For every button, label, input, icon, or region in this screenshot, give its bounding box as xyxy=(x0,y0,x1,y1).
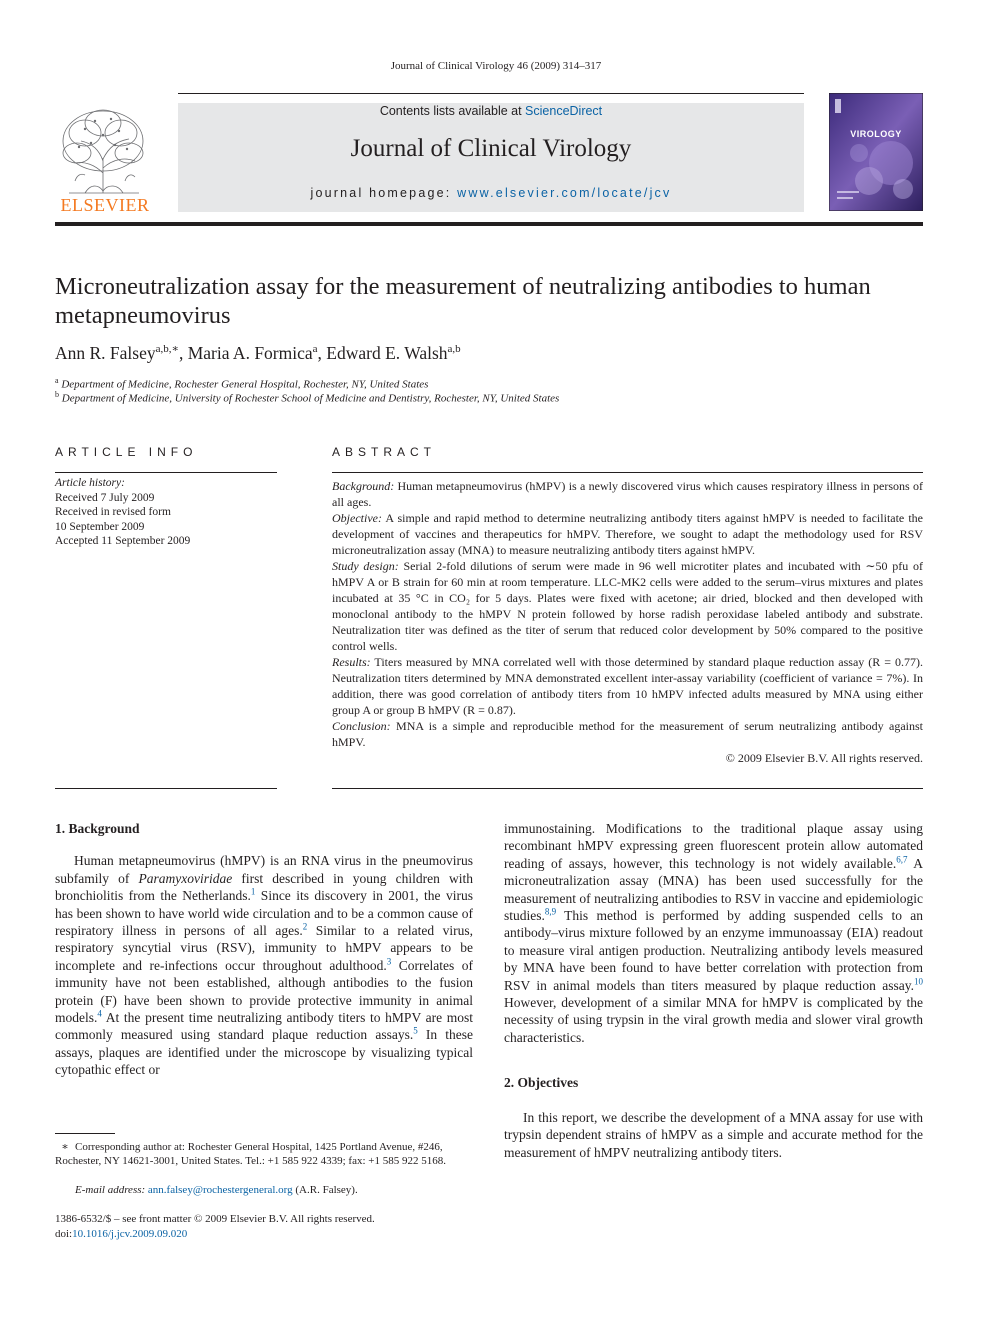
abstract-background xyxy=(332,478,923,510)
abstract-body xyxy=(332,478,923,766)
text-run: However, development of a similar MNA for hMPV is complicated by the necessity of using trypsin in the viral growth media and slower viral growth characteristics. xyxy=(504,995,923,1045)
affiliation xyxy=(55,376,428,391)
abstract-label: ABSTRACT xyxy=(332,445,437,459)
corresponding-author-footnote xyxy=(55,1140,473,1168)
doi-link[interactable]: 10.1016/j.jcv.2009.09.020 xyxy=(72,1227,188,1240)
elsevier-logo[interactable] xyxy=(55,103,155,215)
text-run: At the present time neutralizing antibody titers to hMPV are most commonly measured using standard plaque reduction assays. xyxy=(55,1010,473,1043)
text-run: Since its discovery in 2001, the virus has been shown to have world wide circulation and to be a common cause of respiratory illness in persons of all ages. xyxy=(55,888,473,939)
homepage-prefix: journal homepage: xyxy=(310,186,458,200)
background-paragraph-continued xyxy=(504,820,923,1046)
abstract-bottom-rule xyxy=(332,788,923,789)
italic-run: Paramyxoviridae xyxy=(138,870,233,886)
background-paragraph xyxy=(55,852,473,1078)
reference-link[interactable]: 1 xyxy=(250,886,256,897)
footnote-rule xyxy=(55,1133,115,1134)
abstract-section-text: Titers measured by MNA correlated well with those determined by standard plaque reduction assay (R = 0.77). Neutralization titers determined by MNA demonstrated excellent inter-assay variability (coefficient of variance = 7%). In addition, there was good correlation of antibody titers from 10 hMPV infected adults measured by MNA using either group A or group B hMPV (R = 0.87). xyxy=(332,655,923,717)
sciencedirect-link[interactable]: ScienceDirect xyxy=(525,104,603,118)
abstract-section-text: Serial 2-fold dilutions of serum were made in 96 well microtiter plates and incubated with ∼50 pfu of hMPV A or B strain for 60 min at room temperature. LLC-MK2 cells were added to the serum–virus mixtures and plates incubated at 35 °C in CO₂ for 5 days. Plates were fixed with acetone; air dried, blocked and then developed with monoclonal antibody to the hMPV N protein followed by horse radish peroxidase labeled antibody and substrate. Neutralization titer was defined as the titer of serum that reduced color development by 50% compared to the positive control wells. xyxy=(332,559,923,653)
homepage-link[interactable]: www.elsevier.com/locate/jcv xyxy=(457,186,672,200)
contents-prefix: Contents lists available at xyxy=(379,104,526,118)
author-name[interactable]: Maria A. Formica xyxy=(187,342,313,363)
abstract-section-text: A simple and rapid method to determine neutralizing antibody titers against hMPV is needed to facilitate the development of vaccines and therapeutics for hMPV. Therefore, we sought to adapt the methodology used for RSV microneutralization assay (MNA) to measure neutralizing antibody titers against hMPV. xyxy=(332,511,923,557)
text-run: A microneutralization assay (MNA) has been used successfully for the measurement of neutralizing antibodies to RSV in vaccine and epidemiologic studies. xyxy=(504,855,923,924)
article-title: Microneutralization assay for the measurement of neutralizing antibodies to human metapneumovirus xyxy=(55,273,871,329)
reference-link[interactable]: 6,7 xyxy=(896,854,908,865)
author-name[interactable]: Edward E. Walsh xyxy=(326,342,448,363)
history-entry: 10 September 2009 xyxy=(55,520,145,533)
abstract-study-design xyxy=(332,558,923,654)
journal-cover[interactable] xyxy=(829,93,923,211)
abstract-copyright: © 2009 Elsevier B.V. All rights reserved. xyxy=(725,751,923,765)
reference-link[interactable]: 2 xyxy=(302,921,308,932)
text-run: Correlates of immunity have not been established, although antibodies to the fusion protein (F) have been shown to provide protective immunity in animal models. xyxy=(55,957,473,1026)
email-link[interactable]: ann.falsey@rochestergeneral.org xyxy=(147,1184,293,1196)
header-rule-top xyxy=(178,93,804,94)
author-affiliation-marker[interactable]: a,b xyxy=(447,343,461,355)
text-run: This method is performed by adding suspended cells to an antibody–virus mixture followed by an enzyme immunoassay (EIA) readout to measure viral antigen production. Neutralizing antibody levels measured by MNA have been found to have better correlation with protection from RSV in animal models than titers measured by plaque reduction assay. xyxy=(504,908,923,993)
text-run: Human metapneumovirus (hMPV) is an RNA virus in the pneumovirus subfamily of xyxy=(55,853,473,886)
history-entry: Received 7 July 2009 xyxy=(55,491,155,504)
email-footnote xyxy=(55,1183,473,1197)
footnote-text: Corresponding author at: Rochester General Hospital, 1425 Portland Avenue, #246, Rochester, NY 14621-3001, United States. Tel.: +1 585 922 4339; fax: +1 585 922 5168. xyxy=(55,1141,446,1168)
homepage-line xyxy=(178,186,804,200)
affiliation xyxy=(55,390,559,405)
author-affiliation-marker[interactable]: a,b,∗ xyxy=(155,343,179,355)
front-matter xyxy=(55,1212,375,1241)
text-run: Similar to a related virus, respiratory syncytial virus (RSV), immunity to hMPV appears to be incomplete and re-infections occur throughout adulthood. xyxy=(55,923,473,973)
abstract-section-head: Objective: xyxy=(332,511,382,525)
affiliation-text: Department of Medicine, University of Rochester School of Medicine and Dentistry, Rochester, NY, United States xyxy=(61,392,560,405)
objectives-paragraph: In this report, we describe the development of a MNA assay for use with trypsin dependent strains of hMPV as a simple and accurate method for the measurement of hMPV neutralizing antibody titers. xyxy=(504,1109,923,1160)
reference-link[interactable]: 4 xyxy=(97,1008,102,1019)
abstract-objective xyxy=(332,510,923,558)
email-label: E-mail address: xyxy=(75,1184,146,1196)
article-info-label: ARTICLE INFO xyxy=(55,445,198,459)
abstract-section-head: Conclusion: xyxy=(332,719,391,733)
elsevier-wordmark: ELSEVIER xyxy=(60,195,150,215)
abstract-section-head: Background: xyxy=(332,479,395,493)
left-column xyxy=(55,820,473,1079)
abstract-section-text: Human metapneumovirus (hMPV) is a newly discovered virus which causes respiratory illness in persons of all ages. xyxy=(332,479,923,509)
author-affiliation-marker[interactable]: a xyxy=(312,343,318,355)
affiliation-text: Department of Medicine, Rochester General Hospital, Rochester, NY, United States xyxy=(61,378,429,391)
history-label: Article history: xyxy=(55,477,125,489)
history-entry: Received in revised form xyxy=(55,506,171,518)
text-run: In these assays, plaques are identified under the microscope by visualizing typical cytopathic effect or xyxy=(55,1027,474,1078)
affiliation-marker: a xyxy=(55,376,59,385)
contents-line xyxy=(178,104,804,118)
right-column xyxy=(504,820,923,1161)
footnote-marker: ∗ xyxy=(61,1141,69,1153)
reference-link[interactable]: 3 xyxy=(386,956,392,967)
section-heading-background: 1. Background xyxy=(55,821,140,836)
affiliation-marker: b xyxy=(55,390,59,399)
text-run: first described in young children with bronchiolitis from the Netherlands. xyxy=(55,870,473,904)
reference-link[interactable]: 10 xyxy=(914,976,923,987)
doi-line xyxy=(55,1227,375,1242)
abstract-section-head: Results: xyxy=(332,655,371,669)
article-history xyxy=(55,476,277,549)
abstract-section-head: Study design: xyxy=(332,559,399,573)
abstract-results xyxy=(332,654,923,718)
author-name[interactable]: Ann R. Falsey xyxy=(55,342,156,363)
text-run: immunostaining. Modifications to the traditional plaque assay using recombinant hMPV expressing green fluorescent protein allow automated reading of assays, however, this technology is not widely available. xyxy=(504,821,923,871)
journal-masthead xyxy=(178,103,804,212)
issn-line: 1386-6532/$ – see front matter © 2009 Elsevier B.V. All rights reserved. xyxy=(55,1213,375,1225)
section-heading-objectives: 2. Objectives xyxy=(504,1075,579,1091)
article-info-bottom-rule xyxy=(55,788,277,789)
reference-link[interactable]: 8,9 xyxy=(544,906,557,917)
journal-title: Journal of Clinical Virology xyxy=(350,135,632,162)
abstract-rule xyxy=(332,472,923,473)
header-rule-bottom xyxy=(55,222,923,226)
journal-cover-image-icon xyxy=(829,93,923,211)
author-list: Ann R. Falsey$^{a,b,∗}$, Maria A. Formica$^a$, Edward E. Walsh$^{a,b}$ xyxy=(55,342,461,363)
abstract-section-text: MNA is a simple and reproducible method for the measurement of serum neutralizing antibody against hMPV. xyxy=(332,719,923,749)
article-info-rule xyxy=(55,472,277,473)
cover-title: VIROLOGY xyxy=(850,129,902,139)
email-suffix: (A.R. Falsey). xyxy=(292,1184,358,1196)
reference-link[interactable]: 5 xyxy=(413,1025,418,1036)
history-entry: Accepted 11 September 2009 xyxy=(55,535,191,547)
journal-citation: Journal of Clinical Virology 46 (2009) 314–317 xyxy=(390,60,602,72)
abstract-conclusion xyxy=(332,718,923,750)
doi-prefix: doi: xyxy=(55,1227,73,1240)
